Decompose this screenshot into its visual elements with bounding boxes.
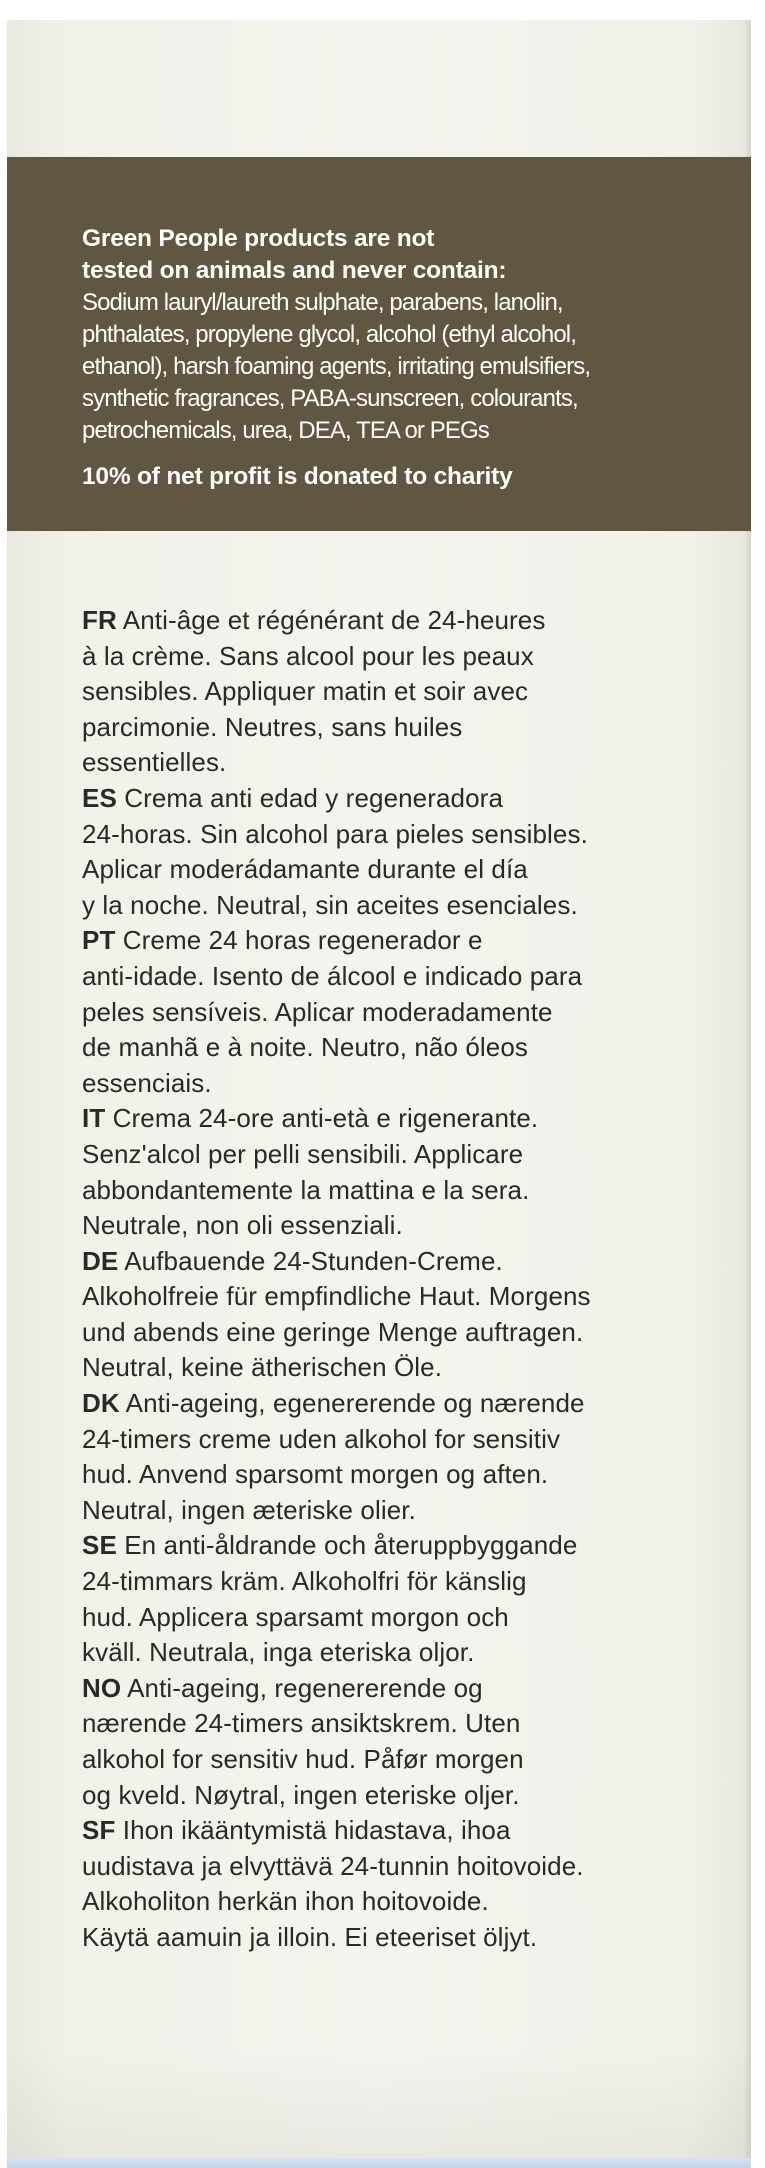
description-line: essenciais. [82, 1067, 212, 1098]
description-line: Neutrale, non oli essenziali. [82, 1210, 403, 1241]
description-line: Neutral, keine ätherischen Öle. [82, 1352, 443, 1383]
box-bottom-shadow [7, 2050, 751, 2160]
banner-heading [82, 223, 562, 287]
description-line: Anti-ageing, regenererende og [127, 1672, 483, 1703]
charity-statement: 10% of net profit is donated to charity [82, 463, 513, 490]
product-box-panel [7, 20, 751, 2160]
description-line: Aplicar moderádamante durante el día [82, 854, 528, 885]
description-line: Aufbauende 24-Stunden-Creme. [124, 1245, 503, 1276]
language-code: PT [82, 925, 116, 956]
description-line: anti-idade. Isento de álcool e indicado para [82, 960, 583, 991]
banner-body-line: Sodium lauryl/laureth sulphate, parabens, lanolin, [82, 289, 563, 316]
language-block-de [82, 1244, 732, 1386]
description-line: Anti-âge et régénérant de 24-heures [122, 605, 546, 635]
description-line: Senz'alcol per pelli sensibili. Applicare [82, 1138, 524, 1169]
language-code: IT [82, 1103, 106, 1134]
banner-heading-line: Green People products are not [82, 225, 435, 252]
description-line: parcimonie. Neutres, sans huiles [82, 711, 463, 742]
language-block-se [82, 1528, 732, 1670]
banner-body-line: ethanol), harsh foaming agents, irritating emulsifiers, [82, 353, 591, 380]
language-block-it [82, 1101, 732, 1243]
description-line: nærende 24-timers ansiktskrem. Uten [82, 1708, 521, 1739]
banner-body-line: synthetic fragrances, PABA-sunscreen, colourants, [82, 385, 578, 412]
description-line: Creme 24 horas regenerador e [122, 925, 483, 956]
description-line: 24-horas. Sin alcohol para pieles sensibles. [82, 818, 588, 849]
language-code: SF [82, 1815, 116, 1846]
language-block-pt [82, 923, 732, 1101]
language-block-dk [82, 1386, 732, 1528]
language-block-fr [82, 603, 732, 781]
multilingual-description [82, 603, 732, 1956]
description-line: Alkoholfreie für empfindliche Haut. Morgens [82, 1281, 591, 1312]
description-line: sensibles. Appliquer matin et soir avec [82, 676, 529, 707]
language-code: FR [82, 605, 117, 635]
description-line: Anti-ageing, egenererende og nærende [125, 1388, 585, 1419]
excluded-ingredients-list [82, 287, 721, 447]
ingredients-banner [7, 157, 751, 531]
description-line: Alkoholiton herkän ihon hoitovoide. [82, 1886, 489, 1917]
description-line: 24-timers creme uden alkohol for sensitiv [82, 1423, 561, 1454]
description-line: 24-timmars kräm. Alkoholfri för känslig [82, 1566, 527, 1597]
banner-body-line: petrochemicals, urea, DEA, TEA or PEGs [82, 417, 489, 444]
description-line: Crema anti edad y regeneradora [124, 782, 503, 813]
language-block-es [82, 781, 732, 923]
description-line: y la noche. Neutral, sin aceites esenciales. [82, 889, 578, 920]
language-block-sf [82, 1813, 732, 1955]
description-line: abbondantemente la mattina e la sera. [82, 1174, 530, 1205]
description-line: und abends eine geringe Menge auftragen. [82, 1316, 584, 1347]
description-line: hud. Anvend sparsomt morgen og aften. [82, 1459, 549, 1490]
bottom-blue-edge [7, 2158, 751, 2168]
banner-heading-line: tested on animals and never contain: [82, 257, 507, 284]
banner-body-line: phthalates, propylene glycol, alcohol (ethyl alcohol, [82, 321, 576, 348]
description-line: hud. Applicera sparsamt morgon och [82, 1601, 509, 1632]
language-code: ES [82, 782, 117, 813]
language-code: DE [82, 1245, 119, 1276]
language-code: NO [82, 1672, 122, 1703]
description-line: de manhã e à noite. Neutro, não óleos [82, 1032, 529, 1063]
description-line: og kveld. Nøytral, ingen eteriske oljer. [82, 1779, 520, 1810]
description-line: Crema 24-ore anti-età e rigenerante. [112, 1103, 539, 1134]
language-code: SE [82, 1530, 117, 1561]
description-line: essentielles. [82, 747, 227, 778]
description-line: En anti-åldrande och återuppbyggande [124, 1530, 578, 1561]
description-line: Ihon ikääntymistä hidastava, ihoa [122, 1815, 511, 1846]
description-line: alkohol for sensitiv hud. Påfør morgen [82, 1744, 524, 1774]
description-line: Neutral, ingen æteriske olier. [82, 1494, 416, 1525]
language-block-no [82, 1671, 732, 1813]
language-code: DK [82, 1388, 120, 1419]
description-line: uudistava ja elvyttävä 24-tunnin hoitovoide. [82, 1850, 584, 1881]
description-line: kväll. Neutrala, inga eteriska oljor. [82, 1637, 475, 1668]
description-line: à la crème. Sans alcool pour les peaux [82, 640, 534, 671]
description-line: Käytä aamuin ja illoin. Ei eteeriset öljyt. [82, 1921, 538, 1952]
description-line: peles sensíveis. Aplicar moderadamente [82, 996, 553, 1027]
